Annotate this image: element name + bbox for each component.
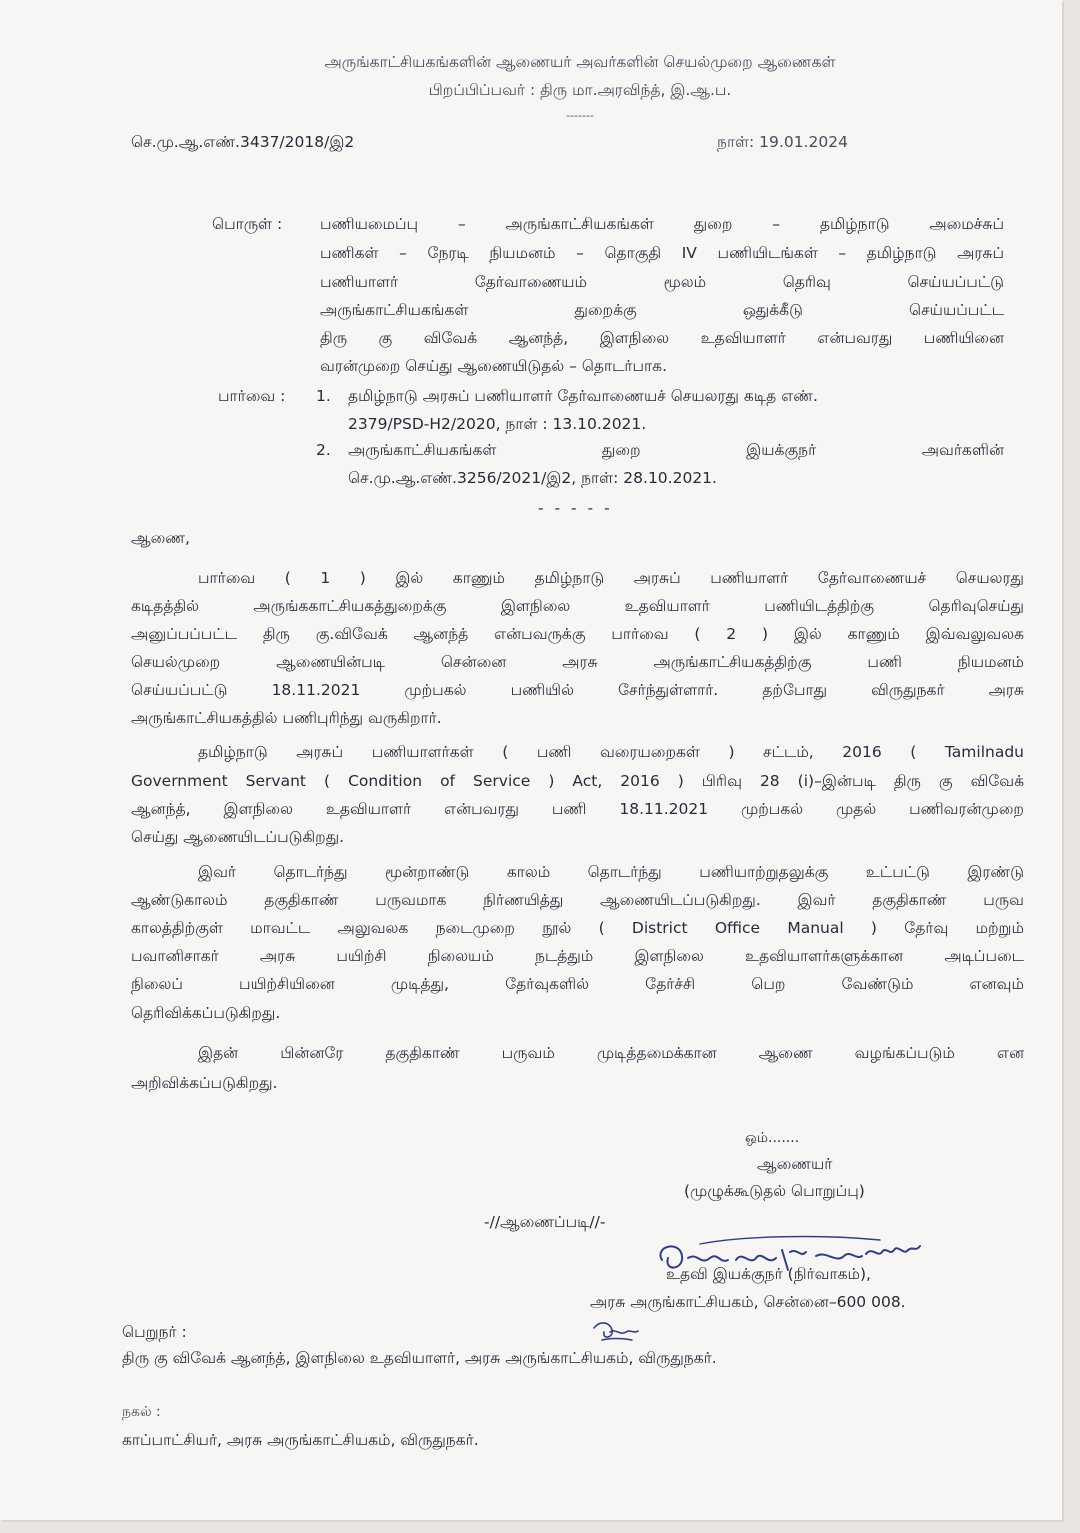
subject-line: பணியமைப்பு – அருங்காட்சியகங்கள் துறை – தமிழ்நாடு அமைச்சுப்	[320, 215, 1004, 233]
reference-2-line: அருங்காட்சியகங்கள் துறை இயக்குநர் அவர்களின்	[348, 441, 1004, 459]
subject-label: பொருள் :	[212, 215, 283, 233]
paragraph-3-line: காலத்திற்குள் மாவட்ட அலுவலக நடைமுறை நூல் ( District Office Manual ) தேர்வு மற்றும்	[131, 919, 1024, 937]
initials-scribble	[588, 1314, 648, 1350]
paragraph-1-line: பார்வை ( 1 ) இல் காணும் தமிழ்நாடு அரசுப் பணியாளர் தேர்வாணையச் செயலரது	[198, 569, 1024, 587]
paragraph-3-line: ஆண்டுகாலம் தகுதிகாண் பருவமாக நிர்ணயித்து ஆணையிடப்படுகிறது. இவர் தகுதிகாண் பருவ	[131, 891, 1024, 909]
reference-number-2: 2.	[316, 441, 331, 459]
signatory-designation: உதவி இயக்குநர் (நிர்வாகம்),	[666, 1265, 871, 1283]
header-rule: -------	[566, 109, 594, 122]
paragraph-2-line: செய்து ஆணையிடப்படுகிறது.	[131, 828, 345, 846]
paragraph-2-line: Government Servant ( Condition of Service ) Act, 2016 ) பிரிவு 28 (i)–இன்படி திரு கு விவேக்	[131, 772, 1024, 790]
reference-1-line: 2379/PSD-H2/2020, நாள் : 13.10.2021.	[348, 415, 647, 433]
paragraph-2-line: தமிழ்நாடு அரசுப் பணியாளர்கள் ( பணி வரையறைகள் ) சட்டம், 2016 ( Tamilnadu	[198, 743, 1024, 761]
signatory-office: அரசு அருங்காட்சியகம், சென்னை–600 008.	[590, 1293, 906, 1311]
additional-charge: (முழுக்கூடுதல் பொறுப்பு)	[684, 1182, 865, 1200]
subject-line: அருங்காட்சியகங்கள் துறைக்கு ஒதுக்கீடு செய்யப்பட்ட	[320, 301, 1004, 319]
references-rule: - - - - -	[538, 499, 613, 517]
paragraph-4-line: இதன் பின்னரே தகுதிகாண் பருவம் முடித்தமைக்கான ஆணை வழங்கப்படும் என	[198, 1044, 1024, 1062]
reference-1-line: தமிழ்நாடு அரசுப் பணியாளர் தேர்வாணையச் செயலரது கடித எண்.	[348, 387, 818, 405]
commissioner-designation: ஆணையர்	[757, 1155, 833, 1173]
paragraph-3-line: தெரிவிக்கப்படுகிறது.	[131, 1004, 281, 1022]
subject-line: பணிகள் – நேரடி நியமனம் – தொகுதி IV பணியிடங்கள் – தமிழ்நாடு அரசுப்	[320, 244, 1004, 262]
paragraph-1-line: அருங்காட்சியகத்தில் பணிபுரிந்து வருகிறார்.	[131, 709, 442, 727]
reference-2-line: செ.மு.ஆ.எண்.3256/2021/இ2, நாள்: 28.10.2021.	[348, 469, 717, 487]
reference-number-1: 1.	[316, 387, 331, 405]
paragraph-3-line: நிலைப் பயிற்சியினை முடித்து, தேர்வுகளில் தேர்ச்சி பெற வேண்டும் எனவும்	[131, 975, 1024, 993]
copy-to-label: நகல் :	[122, 1404, 161, 1420]
paragraph-1-line: செயல்முறை ஆணையின்படி சென்னை அரசு அருங்காட்சியகத்திற்கு பணி நியமனம்	[131, 653, 1024, 671]
header-issuer: பிறப்பிப்பவர் : திரு மா.அரவிந்த், இ.ஆ.ப.	[428, 81, 732, 99]
paragraph-4-line: அறிவிக்கப்படுகிறது.	[131, 1074, 278, 1092]
reference-number: செ.மு.ஆ.எண்.3437/2018/இ2	[131, 133, 355, 151]
paragraph-3-line: பவானிசாகர் அரசு பயிற்சி நிலையம் நடத்தும் இளநிலை உதவியாளர்களுக்கான அடிப்படை	[131, 947, 1024, 965]
signed-mark: ஒம்.......	[745, 1130, 800, 1146]
true-copy-mark: -//ஆணைப்படி//-	[484, 1213, 606, 1231]
references-label: பார்வை :	[218, 387, 286, 405]
paragraph-1-line: செய்யப்பட்டு 18.11.2021 முற்பகல் பணியில் சேர்ந்துள்ளார். தற்போது விருதுநகர் அரசு	[131, 681, 1024, 699]
paragraph-1-line: அனுப்பப்பட்ட திரு கு.விவேக் ஆனந்த் என்பவருக்கு பார்வை ( 2 ) இல் காணும் இவ்வலுவலக	[131, 625, 1024, 643]
paragraph-2-line: ஆனந்த், இளநிலை உதவியாளர் என்பவரது பணி 18.11.2021 முற்பகல் முதல் பணிவரன்முறை	[131, 800, 1024, 818]
paragraph-3-line: இவர் தொடர்ந்து மூன்றாண்டு காலம் தொடர்ந்து பணியாற்றுதலுக்கு உட்பட்டு இரண்டு	[198, 863, 1024, 881]
recipient-text: திரு கு விவேக் ஆனந்த், இளநிலை உதவியாளர், அரசு அருங்காட்சியகம், விருதுநகர்.	[122, 1349, 717, 1367]
order-date: நாள்: 19.01.2024	[717, 133, 848, 151]
subject-line: திரு கு விவேக் ஆனந்த், இளநிலை உதவியாளர் என்பவரது பணியினை	[320, 329, 1004, 347]
header-title: அருங்காட்சியகங்களின் ஆணையர் அவர்களின் செயல்முறை ஆணைகள்	[324, 53, 836, 71]
copy-to-text: காப்பாட்சியர், அரசு அருங்காட்சியகம், விருதுநகர்.	[122, 1431, 479, 1449]
recipient-label: பெறுநர் :	[122, 1323, 187, 1341]
paragraph-1-line: கடிதத்தில் அருங்ககாட்சியகத்துறைக்கு இளநிலை உதவியாளர் பணியிடத்திற்கு தெரிவுசெய்து	[131, 597, 1024, 615]
order-heading: ஆணை,	[131, 529, 190, 547]
subject-line: பணியாளர் தேர்வாணையம் மூலம் தெரிவு செய்யப்பட்டு	[320, 273, 1004, 291]
subject-line: வரன்முறை செய்து ஆணையிடுதல் – தொடர்பாக.	[320, 357, 668, 375]
